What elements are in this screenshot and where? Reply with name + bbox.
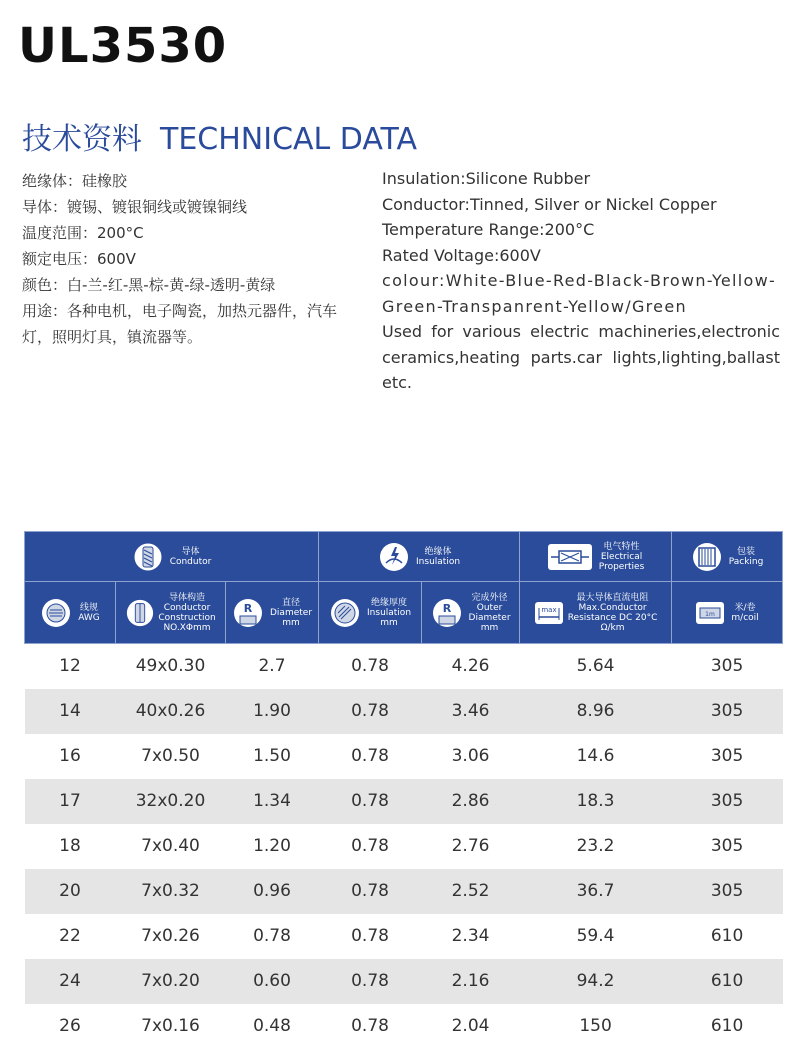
col-outer-zh: 完成外径 — [471, 592, 508, 603]
cell-diameter: 0.78 — [253, 926, 291, 946]
cell-awg: 26 — [59, 1016, 81, 1036]
group-header-electrical — [520, 532, 672, 582]
col-diameter-en1: Diameter — [270, 607, 313, 618]
cell-construction: 7x0.16 — [141, 1016, 200, 1036]
cell-insulation-thickness: 0.78 — [351, 1016, 389, 1036]
cell-construction: 32x0.20 — [116, 779, 226, 824]
spec-en-colour: colour:White-Blue-Red-Black-Brown-Yellow-Green-Transpanrent-Yellow/Green — [382, 271, 777, 316]
cell-outer-diameter: 3.46 — [422, 689, 520, 734]
col-header-diameter — [226, 582, 319, 644]
spec-zh-temperature: 温度范围：200°C — [22, 224, 144, 242]
cell-diameter: 0.96 — [226, 869, 319, 914]
col-header-resistance — [520, 582, 672, 644]
cell-outer-diameter: 2.76 — [451, 836, 490, 856]
max-resistance-icon — [534, 599, 564, 627]
spec-zh-conductor: 导体：镀锡、镀银铜线或镀镍铜线 — [22, 198, 248, 216]
group-header-insulation — [319, 532, 520, 582]
table-row — [25, 779, 783, 824]
cell-insulation-thickness: 0.78 — [351, 836, 389, 856]
col-thickness-en1: Insulation — [367, 607, 412, 618]
cell-packing: 305 — [672, 869, 783, 914]
cell-diameter: 2.7 — [258, 656, 286, 677]
conductor-construction-icon — [125, 598, 155, 628]
col-resistance-en3: Ω/km — [600, 622, 625, 633]
cell-diameter: 1.50 — [253, 746, 291, 766]
group-electrical-en2: Properties — [598, 561, 645, 572]
cell-awg: 24 — [25, 959, 116, 1004]
cell-outer-diameter: 2.34 — [451, 926, 490, 946]
heading-en: TECHNICAL DATA — [160, 122, 418, 157]
cell-resistance: 8.96 — [520, 689, 672, 734]
col-header-packing — [672, 582, 783, 644]
table-row — [25, 914, 783, 959]
cell-diameter: 0.60 — [226, 959, 319, 1004]
col-construction-en1: Conductor — [163, 602, 211, 613]
cell-construction: 7x0.26 — [141, 926, 200, 946]
col-resistance-en2: Resistance DC 20°C — [567, 612, 658, 623]
table-row — [25, 689, 783, 734]
col-construction-en3: NO.XΦmm — [163, 622, 211, 633]
cell-diameter: 1.34 — [226, 779, 319, 824]
cell-construction: 49x0.30 — [135, 656, 206, 677]
col-header-construction — [116, 582, 226, 644]
cell-packing: 305 — [672, 689, 783, 734]
table-row — [25, 869, 783, 914]
cell-resistance: 14.6 — [576, 746, 615, 766]
spec-en-temperature: Temperature Range:200°C — [382, 220, 595, 239]
group-insulation-zh: 绝缘体 — [424, 546, 452, 557]
cell-diameter: 0.48 — [253, 1016, 291, 1036]
spec-en-usage: Used for various electric machineries,electronic ceramics,heating parts.car lights,lighting,ballast etc. — [382, 322, 780, 392]
col-diameter-en2: mm — [282, 617, 300, 628]
cell-resistance: 59.4 — [576, 926, 615, 946]
col-diameter-zh: 直径 — [282, 597, 301, 608]
cell-packing: 610 — [710, 926, 744, 946]
cell-outer-diameter: 2.04 — [451, 1016, 490, 1036]
specs-en-list — [382, 166, 780, 396]
diameter-r-label: R — [243, 601, 253, 615]
col-header-outer-diameter — [422, 582, 520, 644]
section-heading — [22, 114, 417, 158]
cell-construction: 40x0.26 — [116, 689, 226, 734]
spec-zh-voltage: 额定电压：600V — [22, 250, 136, 268]
group-conductor-zh: 导体 — [181, 546, 200, 557]
col-outer-en2: Diameter — [468, 612, 511, 623]
insulation-thickness-icon — [329, 597, 361, 629]
group-electrical-en1: Electrical — [600, 551, 643, 562]
outer-diameter-r-icon — [431, 597, 463, 629]
spec-en-voltage: Rated Voltage:600V — [382, 245, 541, 265]
cell-outer-diameter: 3.06 — [451, 746, 490, 766]
table-row — [25, 644, 783, 689]
outer-r-label: R — [442, 601, 451, 615]
cell-insulation-thickness: 0.78 — [319, 959, 422, 1004]
table-row — [25, 734, 783, 779]
cell-packing: 610 — [672, 959, 783, 1004]
page-title: UL3530 — [18, 18, 228, 74]
insulation-lightning-icon — [378, 541, 410, 573]
table-row — [25, 824, 783, 869]
group-packing-zh: 包装 — [737, 546, 756, 557]
table-row — [25, 1004, 783, 1049]
meter-coil-icon — [695, 599, 725, 627]
cell-resistance: 36.7 — [520, 869, 672, 914]
col-header-thickness — [319, 582, 422, 644]
cell-packing: 305 — [710, 656, 744, 677]
col-outer-en1: Outer — [476, 602, 503, 613]
col-awg-en: AWG — [78, 612, 100, 623]
table-body — [25, 644, 783, 1049]
wire-cross-section-icon — [40, 597, 72, 629]
cell-awg: 17 — [25, 779, 116, 824]
spec-en-insulation: Insulation:Silicone Rubber — [382, 169, 591, 188]
meter-label: 1m — [705, 610, 716, 618]
cell-awg: 16 — [59, 746, 81, 766]
cell-resistance: 5.64 — [576, 656, 615, 677]
diameter-r-icon — [232, 597, 264, 629]
group-packing-en: Packing — [728, 556, 764, 567]
conductor-strand-icon — [132, 541, 164, 573]
cell-construction: 7x0.20 — [116, 959, 226, 1004]
group-conductor-en: Condutor — [169, 556, 212, 567]
technical-data-table — [24, 531, 783, 1049]
cell-insulation-thickness: 0.78 — [351, 926, 389, 946]
cell-outer-diameter: 2.16 — [422, 959, 520, 1004]
col-packing-zh: 米/卷 — [734, 602, 756, 613]
cell-insulation-thickness: 0.78 — [319, 689, 422, 734]
cell-packing: 305 — [672, 779, 783, 824]
cell-resistance: 23.2 — [576, 836, 615, 856]
spec-zh-usage: 用途：各种电机，电子陶瓷，加热元器件，汽车灯，照明灯具，镇流器等。 — [22, 302, 338, 346]
electrical-symbol-icon — [547, 541, 593, 573]
col-construction-zh: 导体构造 — [168, 592, 205, 603]
cell-awg: 18 — [59, 836, 81, 856]
group-insulation-en: Insulation — [416, 556, 461, 567]
col-outer-en3: mm — [480, 622, 499, 633]
cell-packing: 610 — [710, 1016, 744, 1036]
cell-packing: 305 — [710, 746, 744, 766]
heading-zh: 技术资料 — [22, 122, 142, 157]
cell-awg: 22 — [59, 926, 81, 946]
cell-awg: 14 — [25, 689, 116, 734]
cell-insulation-thickness: 0.78 — [351, 746, 389, 766]
cell-awg: 12 — [59, 656, 81, 677]
cell-packing: 305 — [710, 836, 744, 856]
cell-outer-diameter: 4.26 — [451, 656, 490, 677]
specs-zh-list — [22, 168, 352, 350]
group-header-conductor — [25, 532, 319, 582]
cell-insulation-thickness: 0.78 — [351, 656, 389, 677]
cell-construction: 7x0.50 — [141, 746, 200, 766]
col-construction-en2: Construction — [158, 612, 216, 623]
group-electrical-zh: 电气特性 — [603, 541, 640, 552]
col-thickness-zh: 绝缘厚度 — [371, 597, 408, 608]
coil-icon — [691, 541, 723, 573]
col-thickness-en2: mm — [380, 617, 398, 628]
cell-diameter: 1.90 — [226, 689, 319, 734]
cell-insulation-thickness: 0.78 — [319, 779, 422, 824]
col-packing-en: m/coil — [731, 612, 759, 623]
col-resistance-en1: Max.Conductor — [578, 602, 647, 613]
cell-resistance: 94.2 — [520, 959, 672, 1004]
cell-outer-diameter: 2.86 — [422, 779, 520, 824]
spec-zh-colour: 颜色：白-兰-红-黑-棕-黄-绿-透明-黄绿 — [22, 276, 276, 294]
cell-construction: 7x0.32 — [116, 869, 226, 914]
spec-zh-insulation: 绝缘体：硅橡胶 — [22, 172, 128, 190]
cell-insulation-thickness: 0.78 — [319, 869, 422, 914]
cell-outer-diameter: 2.52 — [422, 869, 520, 914]
table-row — [25, 959, 783, 1004]
max-label: max — [541, 605, 557, 614]
cell-resistance: 18.3 — [520, 779, 672, 824]
cell-awg: 20 — [25, 869, 116, 914]
spec-en-conductor: Conductor:Tinned, Silver or Nickel Copper — [382, 194, 717, 214]
group-header-packing — [672, 532, 783, 582]
col-awg-zh: 线规 — [79, 602, 98, 613]
cell-diameter: 1.20 — [253, 836, 291, 856]
col-resistance-zh: 最大导体直流电阻 — [576, 592, 649, 603]
cell-resistance: 150 — [579, 1016, 612, 1036]
col-header-awg — [25, 582, 116, 644]
cell-construction: 7x0.40 — [141, 836, 200, 856]
